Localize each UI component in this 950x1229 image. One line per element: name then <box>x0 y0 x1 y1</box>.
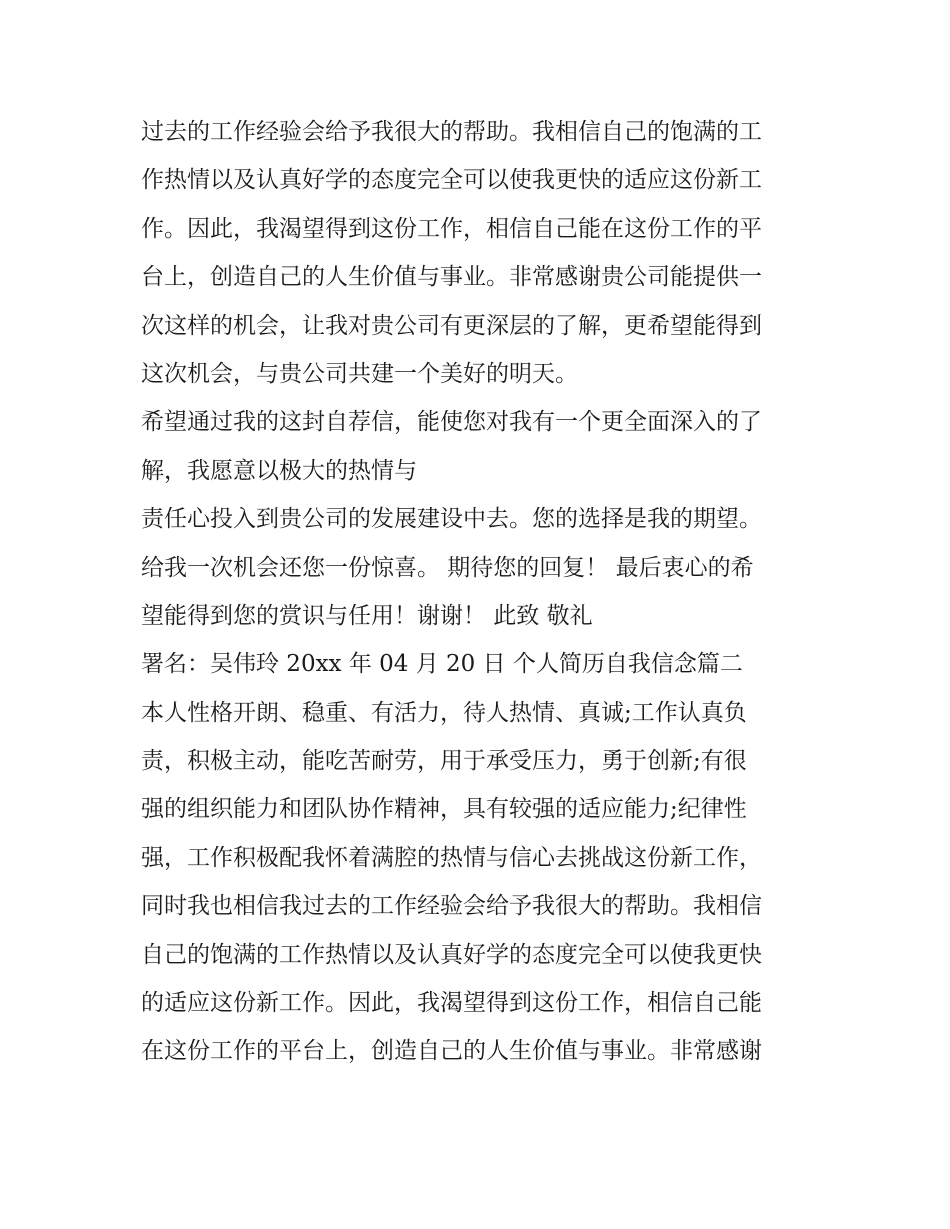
text-line: 的适应这份新工作。因此，我渴望得到这份工作，相信自己能 <box>141 990 762 1017</box>
text-line: 自己的饱满的工作热情以及认真好学的态度完全可以使我更快 <box>141 941 762 968</box>
text-line: 作热情以及认真好学的态度完全可以使我更快的适应这份新工 <box>141 167 762 194</box>
text-line: 责任心投入到贵公司的发展建设中去。您的选择是我的期望。 <box>141 506 762 533</box>
document-body <box>141 108 821 1076</box>
text-line: 在这份工作的平台上，创造自己的人生价值与事业。非常感谢 <box>141 1038 762 1065</box>
text-line: 台上，创造自己的人生价值与事业。非常感谢贵公司能提供一 <box>141 264 762 291</box>
text-line: 责，积极主动，能吃苦耐劳，用于承受压力，勇于创新;有很 <box>141 748 747 775</box>
text-line: 希望通过我的这封自荐信，能使您对我有一个更全面深入的了 <box>141 409 762 436</box>
text-line: 这次机会，与贵公司共建一个美好的明天。 <box>141 360 578 387</box>
text-line: 次这样的机会，让我对贵公司有更深层的了解，更希望能得到 <box>141 312 762 339</box>
text-line: 给我一次机会还您一份惊喜。 期待您的回复！ 最后衷心的希 <box>141 554 754 581</box>
signature-line: 署名：吴伟玲 20xx 年 04 月 20 日 个人简历自我信念篇二 <box>141 651 743 678</box>
text-line: 望能得到您的赏识与任用！谢谢！ 此致 敬礼 <box>141 602 593 629</box>
text-line: 本人性格开朗、稳重、有活力，待人热情、真诚;工作认真负 <box>141 699 747 726</box>
text-line: 强的组织能力和团队协作精神，具有较强的适应能力;纪律性 <box>141 796 747 823</box>
text-line: 作。因此，我渴望得到这份工作，相信自己能在这份工作的平 <box>141 215 762 242</box>
text-line: 解，我愿意以极大的热情与 <box>141 457 417 484</box>
text-line: 同时我也相信我过去的工作经验会给予我很大的帮助。我相信 <box>141 893 762 920</box>
text-line: 强，工作积极配我怀着满腔的热情与信心去挑战这份新工作， <box>141 844 762 871</box>
text-line: 过去的工作经验会给予我很大的帮助。我相信自己的饱满的工 <box>141 119 762 145</box>
